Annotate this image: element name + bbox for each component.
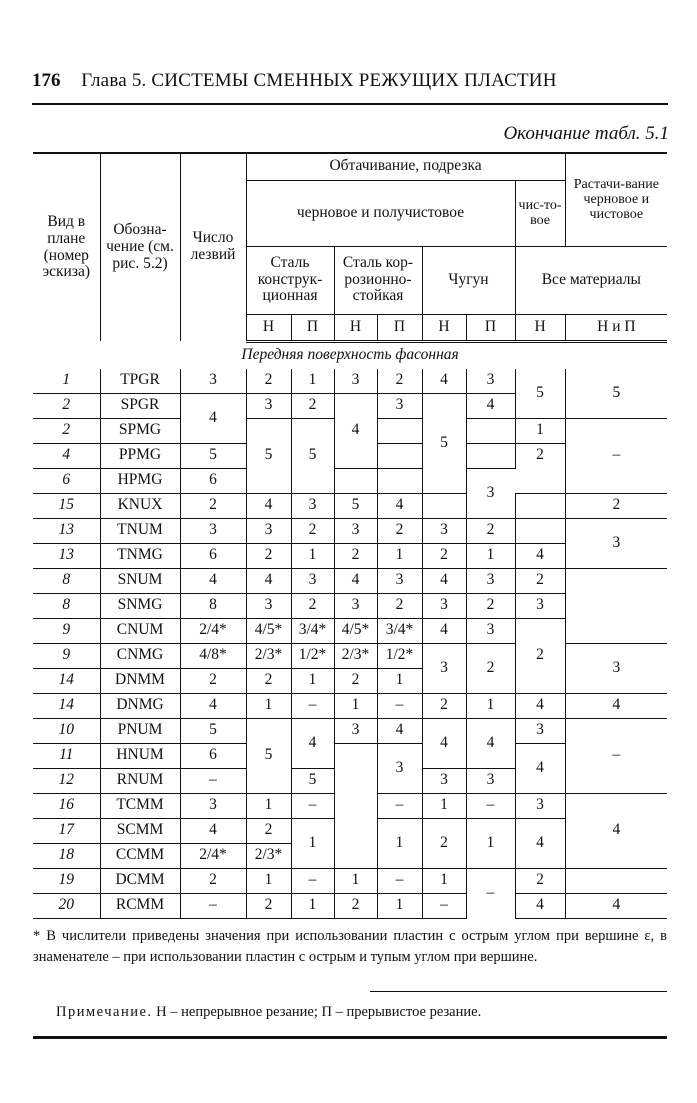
- table-cell: 14: [33, 693, 100, 718]
- table-cell: 4: [515, 743, 565, 793]
- col-header-turning: Обтачивание, подрезка: [246, 153, 565, 180]
- table-cell: CNUM: [100, 618, 180, 643]
- page-header: [32, 70, 672, 92]
- table-cell: 2: [515, 618, 565, 693]
- table-cell: 3: [422, 518, 466, 543]
- table-cell: [377, 443, 422, 468]
- table-cell: 3: [180, 518, 246, 543]
- table-cell: 4: [377, 493, 422, 518]
- table-cell: 1: [62, 371, 71, 389]
- table-cell: 4: [466, 393, 515, 418]
- table-cell: CCMM: [100, 843, 180, 868]
- table-cell: 3: [246, 393, 291, 418]
- table-cell: 15: [33, 493, 100, 518]
- table-cell: –: [180, 893, 246, 918]
- table-cell: 8: [33, 593, 100, 618]
- table-cell: 6: [180, 543, 246, 568]
- table-cell: 2: [334, 668, 377, 693]
- table-cell: 2/3*: [334, 643, 377, 668]
- table-cell: TCMM: [100, 793, 180, 818]
- table-cell: 2: [515, 443, 565, 468]
- table-cell: 1: [291, 369, 334, 394]
- table-cell: 2: [334, 893, 377, 918]
- table-cell: 4: [515, 893, 565, 918]
- table-cell: 16: [33, 793, 100, 818]
- table-cell: 2: [515, 868, 565, 893]
- table-cell: 9: [33, 643, 100, 668]
- col-header-h: Н: [334, 314, 377, 341]
- table-cell: [565, 868, 667, 893]
- table-cell: 3: [565, 643, 667, 693]
- note-label: Примечание.: [56, 1004, 153, 1020]
- table-caption: Окончание табл. 5.1: [503, 123, 669, 144]
- table-cell: 4: [246, 493, 291, 518]
- table-body: [33, 341, 667, 918]
- table-cell: TPGR: [100, 369, 180, 394]
- header-rule: [32, 103, 668, 105]
- table-cell: 4: [515, 693, 565, 718]
- footnote-rule: [370, 991, 667, 992]
- table-cell: 2: [422, 818, 466, 868]
- table-cell: 5: [246, 418, 291, 493]
- table-cell: 2: [422, 693, 466, 718]
- note-text: Н – непрерывное резание; П – прерывистое резание.: [156, 1004, 482, 1020]
- table-cell: 2: [246, 893, 291, 918]
- table-cell: –: [377, 793, 422, 818]
- table-cell: 8: [180, 593, 246, 618]
- table-cell: –: [291, 693, 334, 718]
- table-cell: 13: [33, 518, 100, 543]
- table-cell: 2: [334, 543, 377, 568]
- table-cell: –: [377, 868, 422, 893]
- table-row: [33, 718, 667, 743]
- table-cell: 4: [422, 718, 466, 768]
- table-row: [33, 369, 667, 394]
- table-cell: [377, 418, 422, 443]
- table-cell: 3: [466, 369, 515, 394]
- table-cell: 2: [246, 543, 291, 568]
- table-cell: 2/3*: [246, 843, 291, 868]
- table-cell: 18: [33, 843, 100, 868]
- table-cell: KNUX: [100, 493, 180, 518]
- table-header: [33, 153, 667, 341]
- table-cell: DNMM: [100, 668, 180, 693]
- table-cell: PNUM: [100, 718, 180, 743]
- table-cell: 2: [291, 593, 334, 618]
- table-cell: 2: [180, 668, 246, 693]
- table-cell: 1: [515, 418, 565, 443]
- table-cell: HPMG: [100, 468, 180, 493]
- table-cell: 1: [377, 893, 422, 918]
- table-cell: 4: [565, 793, 667, 868]
- table-cell: 4: [180, 818, 246, 843]
- table-cell: 1: [291, 668, 334, 693]
- table-cell: 1: [291, 893, 334, 918]
- table-cell: 3: [180, 369, 246, 394]
- col-header-designation: Обозна-чение (см. рис. 5.2): [100, 153, 180, 341]
- table-cell: 5: [334, 493, 377, 518]
- table-row: [33, 518, 667, 543]
- table-cell: RCMM: [100, 893, 180, 918]
- table-cell: PPMG: [100, 443, 180, 468]
- table-cell: 2: [291, 518, 334, 543]
- table-cell: –: [291, 868, 334, 893]
- table-cell: 3: [515, 793, 565, 818]
- table-cell: [515, 493, 565, 518]
- note: [56, 1004, 481, 1021]
- table-cell: 1: [466, 693, 515, 718]
- table-cell: 14: [33, 668, 100, 693]
- table-cell: 4: [334, 393, 377, 468]
- table-cell: 4/8*: [180, 643, 246, 668]
- col-header-p: П: [291, 314, 334, 341]
- col-header-all-materials: Все материалы: [515, 246, 667, 314]
- table-cell: DNMG: [100, 693, 180, 718]
- table-cell: 2: [180, 493, 246, 518]
- table-cell: 2: [565, 493, 667, 518]
- table-cell: 4: [422, 618, 466, 643]
- table-cell: 1: [246, 693, 291, 718]
- table-cell: 4: [422, 568, 466, 593]
- table-cell: 3: [334, 518, 377, 543]
- table-cell: 4: [466, 718, 515, 768]
- table-cell: [334, 468, 377, 493]
- table-cell: 3/4*: [377, 618, 422, 643]
- table-cell: 4: [377, 718, 422, 743]
- table-cell: 3: [377, 743, 422, 793]
- table-cell: 5: [515, 369, 565, 419]
- table-cell: [334, 743, 377, 868]
- table-cell: 4: [422, 369, 466, 394]
- table-cell: RNUM: [100, 768, 180, 793]
- table-cell: 3: [180, 793, 246, 818]
- col-header-steel-stainless: Сталь кор-розионно-стойкая: [334, 246, 422, 314]
- table-cell: SPMG: [100, 418, 180, 443]
- table-cell: 2: [377, 518, 422, 543]
- table-cell: 2: [515, 568, 565, 593]
- table-cell: 4: [33, 443, 100, 468]
- table-cell: [515, 518, 565, 543]
- table-cell: 4: [180, 393, 246, 443]
- table-cell: 13: [33, 543, 100, 568]
- table-cell: [466, 418, 515, 443]
- table-cell: [565, 568, 667, 643]
- table-cell: 4: [291, 718, 334, 768]
- footnote: * В числители приведены значения при использовании пластин с острым углом при вершине ε, в знаменателе – при использовании пластин с острым и тупым углом при вершине.: [33, 928, 667, 966]
- table-cell: 4/5*: [246, 618, 291, 643]
- table-row: [33, 868, 667, 893]
- table-cell: 5: [422, 393, 466, 493]
- col-header-p: П: [466, 314, 515, 341]
- table-cell: 4: [334, 568, 377, 593]
- table-cell: 2: [377, 593, 422, 618]
- table-cell: HNUM: [100, 743, 180, 768]
- table-cell: 1/2*: [291, 643, 334, 668]
- table-cell: 4: [246, 568, 291, 593]
- table-cell: 3: [377, 393, 422, 418]
- table-cell: 3: [565, 518, 667, 568]
- table-cell: 3: [422, 768, 466, 793]
- col-header-h-and-p: Н и П: [565, 314, 667, 341]
- table-cell: 2: [33, 418, 100, 443]
- table-cell: SPGR: [100, 393, 180, 418]
- table-cell: [422, 493, 466, 518]
- col-header-steel-struct: Сталь конструк-ционная: [246, 246, 334, 314]
- col-header-cast-iron: Чугун: [422, 246, 515, 314]
- table-cell: –: [466, 868, 515, 918]
- table-cell: –: [180, 768, 246, 793]
- table-cell: 4: [565, 893, 667, 918]
- table-cell: 3: [466, 468, 515, 518]
- table-cell: 1: [291, 543, 334, 568]
- table-cell: 2: [466, 643, 515, 693]
- table-cell: 4: [565, 693, 667, 718]
- table-cell: 3: [334, 593, 377, 618]
- table-cell: 6: [180, 743, 246, 768]
- table-cell: 6: [33, 468, 100, 493]
- table-cell: 1: [334, 868, 377, 893]
- table-cell: –: [565, 418, 667, 493]
- table-cell: 9: [33, 618, 100, 643]
- table-cell: CNMG: [100, 643, 180, 668]
- table-cell: 3: [515, 593, 565, 618]
- col-header-h: Н: [515, 314, 565, 341]
- table-cell: 20: [33, 893, 100, 918]
- insert-table: [33, 152, 667, 919]
- table-row: [33, 493, 667, 518]
- table-cell: 5: [180, 443, 246, 468]
- table-cell: 2: [466, 518, 515, 543]
- table-cell: 3: [422, 593, 466, 618]
- table-cell: 3: [334, 718, 377, 743]
- table-cell: 3: [422, 643, 466, 693]
- col-header-edges: Число лезвий: [180, 153, 246, 341]
- table-cell: 5: [180, 718, 246, 743]
- table-cell: 19: [33, 868, 100, 893]
- table-row: [33, 568, 667, 593]
- table-cell: 1: [334, 693, 377, 718]
- table-cell: [377, 468, 422, 493]
- table-cell: SCMM: [100, 818, 180, 843]
- table-cell: DCMM: [100, 868, 180, 893]
- chapter-title: Глава 5. СИСТЕМЫ СМЕННЫХ РЕЖУЩИХ ПЛАСТИН: [81, 70, 557, 91]
- table-cell: 3: [377, 568, 422, 593]
- table-cell: 1: [246, 868, 291, 893]
- table-cell: SNUM: [100, 568, 180, 593]
- table-cell: 2: [246, 668, 291, 693]
- table-cell: 4: [515, 818, 565, 868]
- table-cell: 2/3*: [246, 643, 291, 668]
- col-header-h: Н: [246, 314, 291, 341]
- table-cell: 2: [246, 369, 291, 394]
- table-cell: 1: [291, 818, 334, 868]
- bottom-rule: [33, 1036, 667, 1039]
- table-cell: 8: [33, 568, 100, 593]
- table-cell: 1: [466, 543, 515, 568]
- table-cell: 3/4*: [291, 618, 334, 643]
- table-cell: 5: [291, 418, 334, 493]
- table-row: [33, 893, 667, 918]
- table-cell: –: [422, 893, 466, 918]
- table-cell: –: [565, 718, 667, 793]
- table-cell: 2: [180, 868, 246, 893]
- table-cell: 2: [33, 393, 100, 418]
- table-cell: 2/4*: [180, 843, 246, 868]
- table-cell: 4: [515, 543, 565, 568]
- table-cell: 1: [377, 818, 422, 868]
- table-cell: 2: [422, 543, 466, 568]
- table-cell: 5: [565, 369, 667, 419]
- col-header-finishing: чис-то-вое: [515, 180, 565, 246]
- table-row: [33, 693, 667, 718]
- table-cell: 2: [377, 369, 422, 394]
- table-cell: 3: [334, 369, 377, 394]
- table-cell: 3: [291, 493, 334, 518]
- table-cell: 11: [33, 743, 100, 768]
- col-header-boring: Растачи-вание черновое и чистовое: [565, 153, 667, 246]
- table-cell: 3: [246, 518, 291, 543]
- table-cell: 1: [377, 543, 422, 568]
- table-cell: 1: [377, 668, 422, 693]
- table-cell: 1/2*: [377, 643, 422, 668]
- table-cell: 3: [291, 568, 334, 593]
- table-cell: 3: [466, 618, 515, 643]
- table-cell: 1: [246, 793, 291, 818]
- table-cell: 3: [515, 718, 565, 743]
- table-cell: 2: [291, 393, 334, 418]
- table-cell: 4/5*: [334, 618, 377, 643]
- col-header-view: Вид в плане (номер эскиза): [33, 153, 100, 341]
- table-cell: 3: [466, 568, 515, 593]
- table-cell: –: [291, 793, 334, 818]
- table-cell: 2/4*: [180, 618, 246, 643]
- table-row: [33, 643, 667, 668]
- table-cell: –: [377, 693, 422, 718]
- table-cell: [466, 443, 515, 468]
- table-cell: TNMG: [100, 543, 180, 568]
- table-cell: 10: [33, 718, 100, 743]
- section-title: Передняя поверхность фасонная: [241, 346, 459, 364]
- table-cell: 2: [466, 593, 515, 618]
- table-cell: 5: [246, 718, 291, 793]
- table-cell: 4: [180, 568, 246, 593]
- table-cell: 2: [246, 818, 291, 843]
- table-cell: 1: [422, 793, 466, 818]
- table-cell: 3: [246, 593, 291, 618]
- table-cell: 12: [33, 768, 100, 793]
- table-cell: 17: [33, 818, 100, 843]
- table-cell: 6: [180, 468, 246, 493]
- table-cell: 5: [291, 768, 334, 793]
- col-header-h: Н: [422, 314, 466, 341]
- table-cell: –: [466, 793, 515, 818]
- table-cell: 1: [466, 818, 515, 868]
- col-header-roughing: черновое и получистовое: [246, 180, 515, 246]
- table-cell: TNUM: [100, 518, 180, 543]
- col-header-p: П: [377, 314, 422, 341]
- table-cell: 3: [466, 768, 515, 793]
- page-number: 176: [32, 70, 61, 91]
- table-cell: 4: [180, 693, 246, 718]
- table-cell: 1: [422, 868, 466, 893]
- table-cell: SNMG: [100, 593, 180, 618]
